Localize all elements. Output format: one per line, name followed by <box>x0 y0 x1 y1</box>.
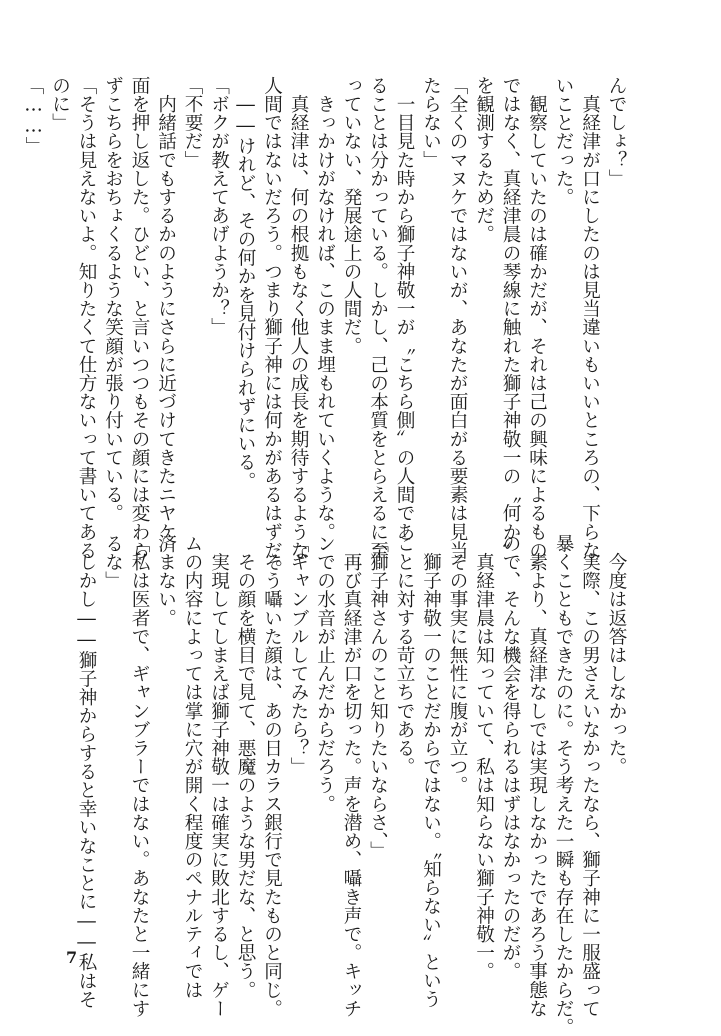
text-line: 真経津晨は知っていて、私は知らない獅子神敬一。 <box>473 534 495 981</box>
text-line: 一目見た時から獅子神敬一が〝こちら側〟の人間であ <box>394 76 415 541</box>
text-line: 真経津は、何の根拠もなく他人の成長を期待するような <box>288 76 309 560</box>
text-line: ることは分かっている。しかし、己の本質をとらえるに至 <box>367 76 389 560</box>
text-line: 人間ではないだろう。つまり獅子神には何かがあるはずだ。 <box>261 76 283 579</box>
text-line: いことだった。 <box>553 76 574 207</box>
text-line: 今度は返答はしなかった。 <box>606 534 627 776</box>
text-line: ずこちらをおちょくるような笑顔が張り付いている。 <box>102 76 124 523</box>
text-line: 内緒話でもするかのようにさらに近づけてきたニヤケ <box>155 76 177 541</box>
text-line: ので、そんな機会を得られるはずはなかったのだが。 <box>500 534 521 981</box>
text-line: 「そうは見えないよ。知りたくて仕方ないって書いてある <box>76 76 97 560</box>
text-line: その事実に無性に腹が立つ。 <box>447 534 468 795</box>
text-line: 面を押し返した。ひどい、と言いつつもその顔には変わら <box>129 76 150 560</box>
text-line: 獅子神敬一のことだからではない。〝知らない〟という <box>420 534 442 1009</box>
text-line: っていない、発展途上の人間だ。 <box>341 76 362 355</box>
text-line: 「……」 <box>23 76 44 156</box>
text-line: を観測するためだ。 <box>473 76 495 244</box>
text-line: 素より、真経津なしでは実現しなかったであろう事態な <box>526 534 548 1018</box>
text-line: 観察していたのは確かだが、それは己の興味によるもの <box>526 76 548 560</box>
text-line: そう囁いた顔は、あの日カラス銀行で見たものと同じ。 <box>261 534 283 1018</box>
text-line: ことに対する苛立ちである。 <box>394 534 415 776</box>
text-line: ムの内容によっては掌に穴が開く程度のペナルティでは <box>182 534 203 999</box>
text-line: しかし――獅子神からすると幸いなことに――私はそ <box>76 534 97 1009</box>
text-line: ンでの水音が止んだからだろう。 <box>314 534 336 813</box>
text-line: ではなく、真経津晨の琴線に触れた獅子神敬一の〝何か〟 <box>500 76 521 560</box>
text-line: 「獅子神さんのこと知りたいならさ、」 <box>367 534 389 860</box>
text-line: その顔を横目で見て、悪魔のような男だな、と思う。 <box>235 534 256 999</box>
text-line: きっかけがなければ、このまま埋もれていくような。 <box>314 76 336 541</box>
text-line: 実際、この男さえいなかったなら、獅子神に一服盛って <box>579 534 601 1018</box>
text-line: たらない」 <box>420 76 442 169</box>
text-block-bottom <box>76 534 629 1036</box>
text-line: 「私は医者で、ギャンブラーではない。あなたと一緒にす <box>129 534 150 1018</box>
text-line: 「不要だ」 <box>182 76 203 169</box>
text-line: 「ギャンブルしてみたら？」 <box>288 534 309 776</box>
text-line: 真経津が口にしたのは見当違いもいいところの、下らな <box>579 76 601 560</box>
page-number: 7 <box>66 948 78 967</box>
text-line: 「全くのマヌケではないが、あなたが面白がる要素は見当 <box>447 76 468 560</box>
text-line: 「ボクが教えてあげようか？」 <box>208 76 230 337</box>
text-line: 済まない。 <box>155 534 177 627</box>
text-line: るな」 <box>102 534 124 590</box>
text-line: ――けれど、その何かを見付けられずにいる。 <box>235 76 256 490</box>
text-line: んでしょ？」 <box>606 76 627 188</box>
text-line: のに」 <box>49 76 71 132</box>
text-line: 暴くこともできたのに。そう考えた一瞬も存在したからだ。 <box>553 534 574 1036</box>
text-line: 実現してしまえば獅子神敬一は確実に敗北するし、ゲー <box>208 534 230 1018</box>
text-line: 再び真経津が口を切った。声を潜め、囁き声で。キッチ <box>341 534 362 1018</box>
